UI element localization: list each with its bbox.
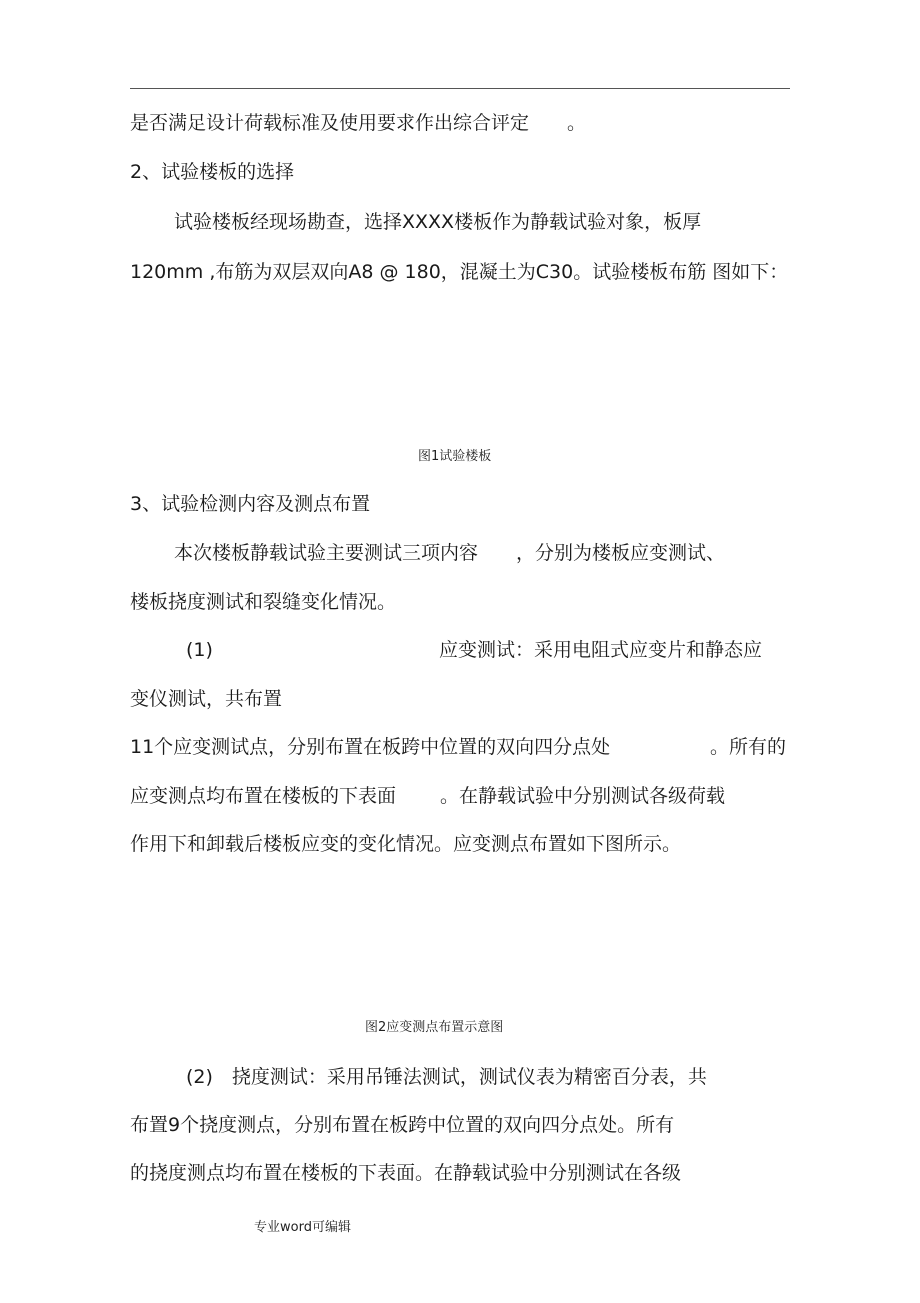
paragraph-line: 是否满足设计荷载标准及使用要求作出综合评定 。 — [130, 112, 587, 134]
section-heading: 2、试验楼板的选择 — [130, 161, 295, 183]
figure-caption: 图2应变测点布置示意图 — [365, 1020, 504, 1035]
paragraph-line: 试验楼板经现场勘查，选择XXXX楼板作为静载试验对象，板厚 — [174, 211, 702, 233]
section-heading: 3、试验检测内容及测点布置 — [130, 493, 371, 515]
paragraph-line: 本次楼板静载试验主要测试三项内容 ，分别为楼板应变测试、 — [174, 542, 726, 564]
paragraph-line: 。所有的 — [710, 736, 787, 758]
paragraph-line: 应变测点均布置在楼板的下表面 — [130, 785, 397, 807]
paragraph-line: 。在静载试验中分别测试各级荷载 — [440, 785, 726, 807]
paragraph-line: 布置9个挠度测点，分别布置在板跨中位置的双向四分点处。所有 — [130, 1114, 675, 1136]
header-rule — [130, 88, 790, 89]
paragraph-line: 应变测试：采用电阻式应变片和静态应 — [439, 639, 763, 661]
list-marker: (1) — [186, 639, 213, 661]
page-footer: 专业word可编辑 — [254, 1220, 351, 1235]
paragraph-line: (2) 挠度测试：采用吊锤法测试，测试仪表为精密百分表，共 — [186, 1066, 707, 1088]
paragraph-line: 11个应变测试点，分别布置在板跨中位置的双向四分点处 — [130, 736, 611, 758]
paragraph-line: 作用下和卸载后楼板应变的变化情况。应变测点布置如下图所示。 — [130, 833, 682, 855]
paragraph-line: 的挠度测点均布置在楼板的下表面。在静载试验中分别测试在各级 — [130, 1162, 682, 1184]
paragraph-line: 120mm ,布筋为双层双向A8 @ 180，混凝土为C30。试验楼板布筋 图如下： — [130, 261, 789, 283]
figure-caption: 图1试验楼板 — [418, 449, 492, 464]
paragraph-line: 楼板挠度测试和裂缝变化情况。 — [130, 591, 397, 613]
paragraph-line: 变仪测试，共布置 — [130, 688, 283, 710]
